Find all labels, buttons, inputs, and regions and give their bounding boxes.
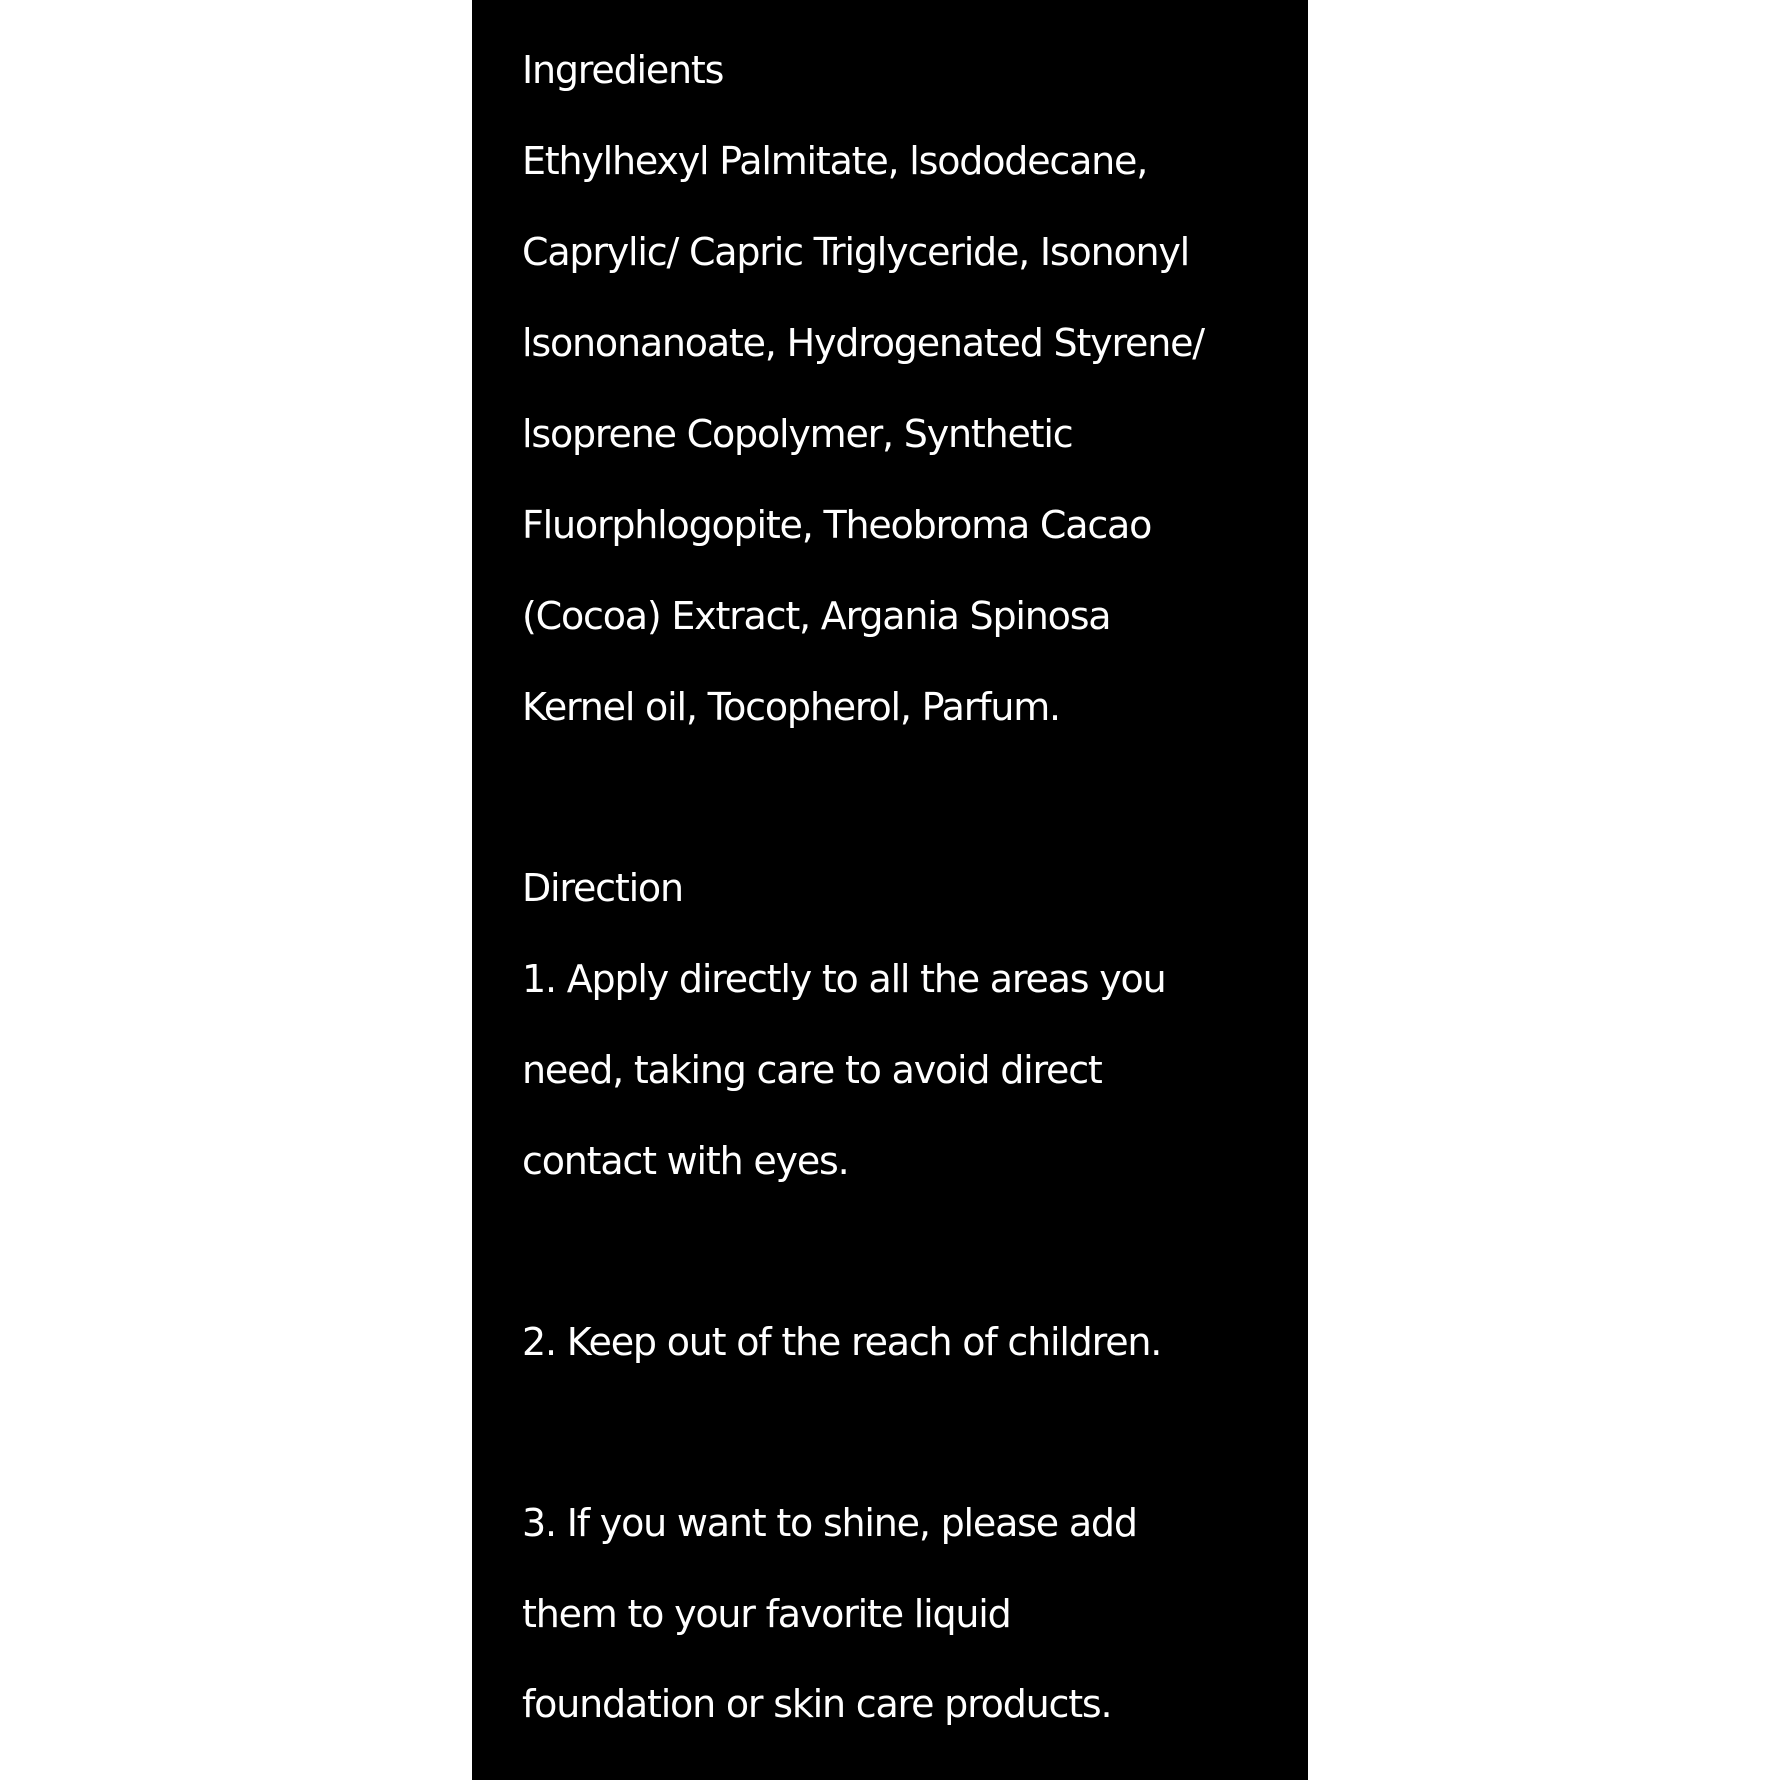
ingredients-line-2: Caprylic/ Capric Triglyceride, Isononyl bbox=[522, 230, 1190, 274]
direction-step-1-line-3: contact with eyes. bbox=[522, 1139, 849, 1183]
ingredients-line-5: Fluorphlogopite, Theobroma Cacao bbox=[522, 503, 1152, 547]
ingredients-line-3: lsononanoate, Hydrogenated Styrene/ bbox=[522, 321, 1204, 365]
direction-step-2: 2. Keep out of the reach of children. bbox=[522, 1320, 1162, 1364]
direction-heading: Direction bbox=[522, 866, 683, 910]
ingredients-line-4: lsoprene Copolymer, Synthetic bbox=[522, 412, 1073, 456]
ingredients-line-6: (Cocoa) Extract, Argania Spinosa bbox=[522, 594, 1111, 638]
ingredients-line-7: Kernel oil, Tocopherol, Parfum. bbox=[522, 685, 1060, 729]
direction-step-1-line-1: 1. Apply directly to all the areas you bbox=[522, 957, 1166, 1001]
ingredients-heading: Ingredients bbox=[522, 48, 724, 92]
direction-step-3-line-3: foundation or skin care products. bbox=[522, 1682, 1112, 1726]
direction-step-1-line-2: need, taking care to avoid direct bbox=[522, 1048, 1102, 1092]
ingredients-line-1: Ethylhexyl Palmitate, lsododecane, bbox=[522, 139, 1148, 183]
direction-step-3-line-1: 3. If you want to shine, please add bbox=[522, 1501, 1137, 1545]
info-panel bbox=[472, 0, 1308, 1780]
direction-step-3-line-2: them to your favorite liquid bbox=[522, 1592, 1011, 1636]
